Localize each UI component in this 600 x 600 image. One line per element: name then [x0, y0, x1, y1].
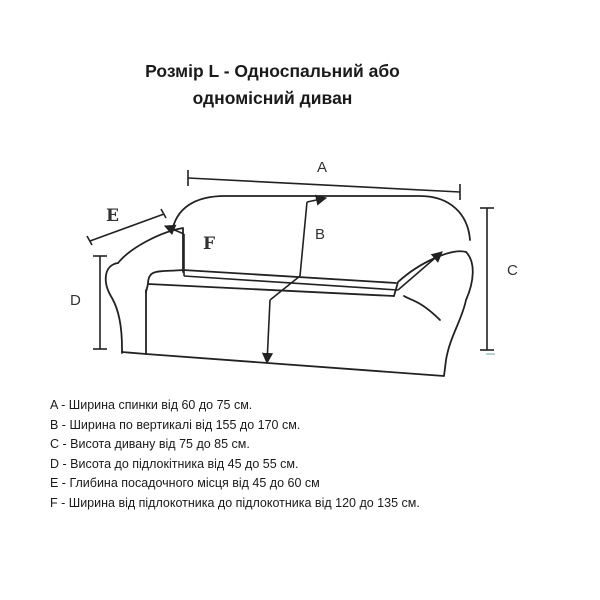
- label-a: A: [317, 159, 328, 176]
- label-e: E: [106, 206, 119, 226]
- title-line-1: Розмір L - Односпальний або: [145, 61, 400, 81]
- dim-a-line: [188, 178, 460, 192]
- label-b: B: [315, 226, 326, 243]
- legend-item-e: E - Глибина посадочного місця від 45 до 60 см: [50, 476, 320, 491]
- sofa-diagram: [0, 140, 600, 390]
- label-f: F: [203, 234, 216, 254]
- legend-item-f: F - Ширина від підлокотника до підлокотника від 120 до 135 см.: [50, 495, 420, 510]
- legend-item-a: A - Ширина спинки від 60 до 75 см.: [50, 398, 253, 412]
- dim-e-line: [90, 214, 164, 241]
- dim-b-line: [267, 300, 270, 363]
- dimensions-legend: [50, 396, 420, 514]
- dimension-lines: [87, 170, 494, 363]
- label-c: C: [507, 262, 518, 279]
- legend-item-d: D - Висота до підлокітника від 45 до 55 см.: [50, 456, 299, 471]
- title-line-2: одномісний диван: [192, 88, 353, 108]
- page-title: [0, 58, 545, 112]
- label-d: D: [70, 292, 81, 309]
- legend-item-c: C - Висота дивану від 75 до 85 см.: [50, 437, 250, 452]
- sofa-left-arm: [106, 263, 122, 353]
- sofa-seat: [148, 284, 394, 296]
- sofa-outline: [106, 196, 473, 376]
- legend-item-b: B - Ширина по вертикалі від 155 до 170 см.: [50, 417, 301, 432]
